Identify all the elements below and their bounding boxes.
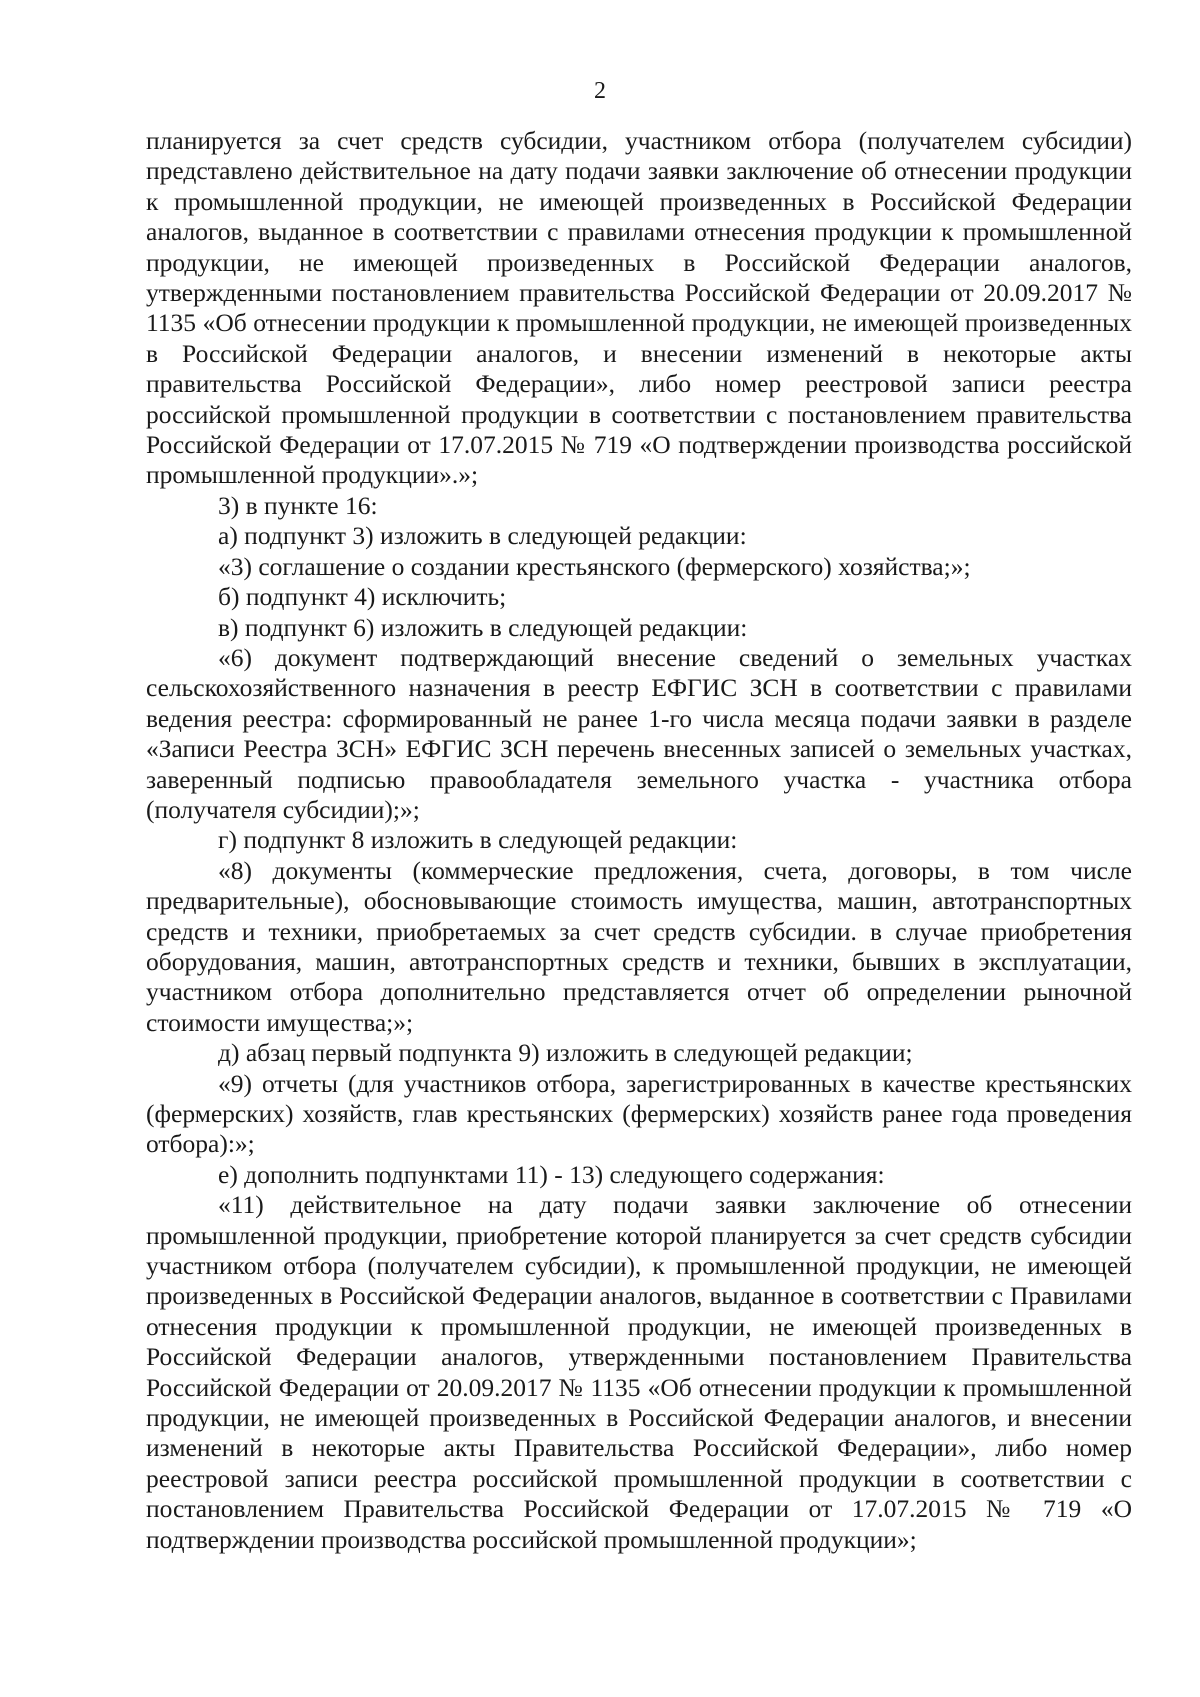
subitem-g: г) подпункт 8 изложить в следующей редакции: xyxy=(218,825,738,855)
subitem-d: д) абзац первый подпункта 9) изложить в следующей редакции; xyxy=(218,1038,913,1068)
subitem-g-content: «8) документы (коммерческие предложения, счета, договоры, в том числе предварительные), обосновывающие стоимость имущества, машин, автотранспортных средств и техники, приобретаемых за счет средств субсидии. в случае приобретения оборудования, машин, автотранспортных средств и техники, бывших в эксплуатации, участником отбора дополнительно представляется отчет об определении рыночной стоимости имущества;»; xyxy=(146,855,1132,1037)
subitem-d-content: «9) отчеты (для участников отбора, зарегистрированных в качестве крестьянских (фермерских) хозяйств, глав крестьянских (фермерских) хозяйств ранее года проведения отбора):»; xyxy=(146,1068,1132,1159)
document-body xyxy=(146,126,1132,1555)
subitem-v: в) подпункт 6) изложить в следующей редакции: xyxy=(218,612,748,642)
item-3-point-16: 3) в пункте 16: xyxy=(218,490,378,520)
subitem-a-content: «3) соглашение о создании крестьянского (фермерского) хозяйства;»; xyxy=(218,551,971,581)
subitem-b: б) подпункт 4) исключить; xyxy=(218,582,507,612)
subitem-e-content: «11) действительное на дату подачи заявки заключение об отнесении промышленной продукции, приобретение которой планируется за счет средств субсидии участником отбора (получателем субсидии), к промышленной продукции, не имеющей произведенных в Российской Федерации аналогов, выданное в соответствии с Правилами отнесения продукции к промышленной продукции, не имеющей произведенных в Российской Федерации аналогов, утвержденными постановлением Правительства Российской Федерации от 20.09.2017 № 1135 «Об отнесении продукции к промышленной продукции, не имеющей произведенных в Российской Федерации аналогов, и внесении изменений в некоторые акты Правительства Российской Федерации», либо номер реестровой записи реестра российской промышленной продукции в соответствии с постановлением Правительства Российской Федерации от 17.07.2015 № 719 «О подтверждении производства российской промышленной продукции»; xyxy=(146,1190,1132,1554)
page-number: 2 xyxy=(594,78,606,104)
subitem-v-content: «6) документ подтверждающий внесение сведений о земельных участках сельскохозяйственного назначения в реестр ЕФГИС ЗСН в соответствии с правилами ведения реестра: сформированный не ранее 1-го числа месяца подачи заявки в разделе «Записи Реестра ЗСН» ЕФГИС ЗСН перечень внесенных записей о земельных участках, заверенный подписью правообладателя земельного участка - участника отбора (получателя субсидии);»; xyxy=(146,642,1132,824)
paragraph-continuation: планируется за счет средств субсидии, участником отбора (получателем субсидии) представлено действительное на дату подачи заявки заключение об отнесении продукции к промышленной продукции, не имеющей произведенных в Российской Федерации аналогов, выданное в соответствии с правилами отнесения продукции к промышленной продукции, не имеющей произведенных в Российской Федерации аналогов, утвержденными постановлением правительства Российской Федерации от 20.09.2017 № 1135 «Об отнесении продукции к промышленной продукции, не имеющей произведенных в Российской Федерации аналогов, и внесении изменений в некоторые акты правительства Российской Федерации», либо номер реестровой записи реестра российской промышленной продукции в соответствии с постановлением правительства Российской Федерации от 17.07.2015 № 719 «О подтверждении производства российской промышленной продукции».»; xyxy=(146,126,1132,490)
subitem-a: а) подпункт 3) изложить в следующей редакции: xyxy=(218,521,747,551)
subitem-e: е) дополнить подпунктами 11) - 13) следующего содержания: xyxy=(218,1159,885,1189)
